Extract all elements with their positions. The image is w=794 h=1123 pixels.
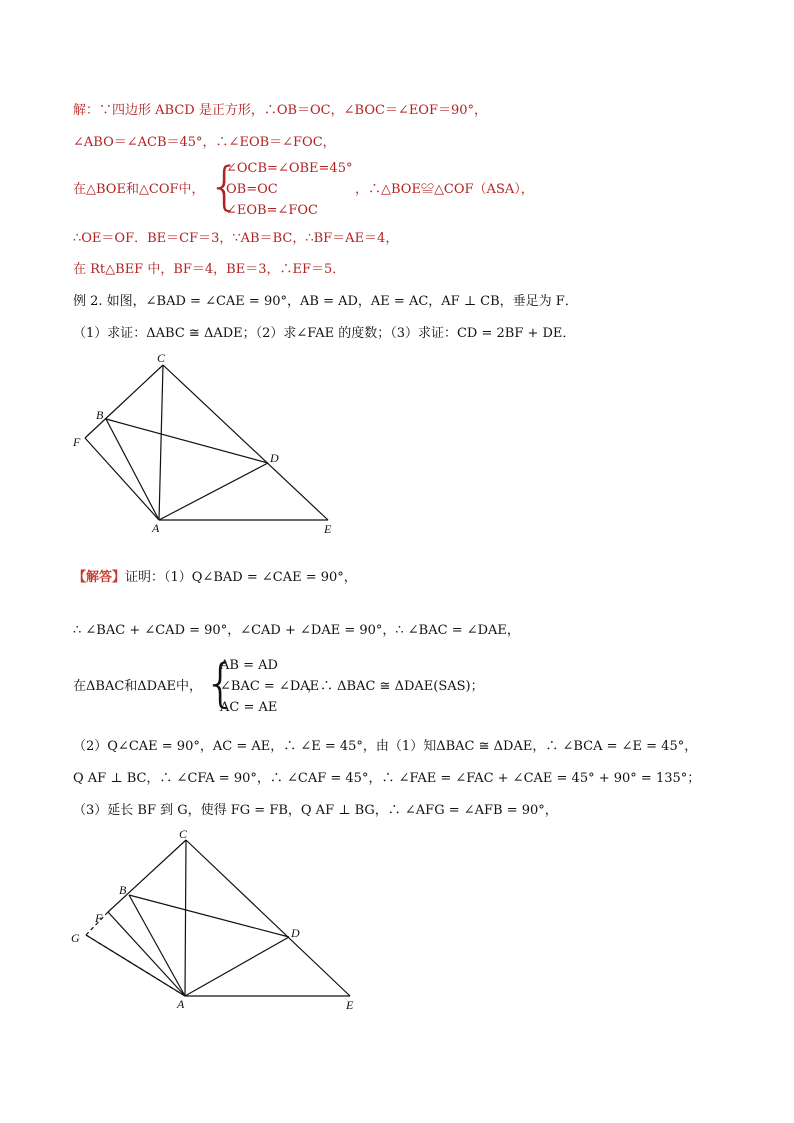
segment-AD [159, 463, 268, 520]
brace-symbol: { [204, 654, 238, 714]
answer-line-3-prefix: 在ΔBAC和ΔDAE中， [73, 679, 202, 694]
example2-statement: 例 2. 如图，∠BAD = ∠CAE = 90°，AB = AD，AE = AC，AF ⊥ CB，垂足为 F． [73, 294, 578, 309]
solution-line-5: 在 Rt△BEF 中，BF＝4，BE＝3，∴EF＝5． [73, 262, 346, 277]
system-row: OB=OC [226, 182, 278, 197]
label-F: F [73, 435, 81, 449]
label-D: D [291, 926, 300, 940]
solution-line-2: ∠ABO＝∠ACB＝45°，∴∠EOB＝∠FOC， [73, 135, 336, 150]
figure-2 [60, 822, 370, 1022]
segment-CF [85, 365, 163, 438]
answer-line-1-text: 证明：（1）Q∠BAD = ∠CAE = 90°， [125, 570, 357, 585]
segment-BA [129, 895, 185, 996]
solution-line-3-prefix: 在△BOE和△COF中， [73, 182, 205, 197]
label-D: D [270, 451, 279, 465]
solution-line-3-suffix: ，∴△BOE≌△COF（ASA）， [355, 182, 534, 197]
segment-GA-dashed [86, 935, 185, 996]
system-row: ∠EOB=∠FOC [226, 203, 319, 218]
answer-line-4: （2）Q∠CAE = 90°，AC = AE，∴ ∠E = 45°，由（1）知ΔBAC ≅ ΔDAE，∴ ∠BCA = ∠E = 45°， [73, 739, 698, 754]
answer-line-1 [73, 569, 357, 587]
segment-AD [185, 937, 289, 996]
answer-system [220, 655, 319, 718]
label-A: A [152, 521, 160, 535]
segment-CE [163, 365, 328, 520]
answer-tag: 【解答】 [73, 570, 126, 585]
label-F: F [95, 911, 103, 925]
label-B: B [96, 408, 104, 422]
system-row: ∠BAC = ∠DAE [220, 679, 320, 694]
segment-CA [159, 365, 163, 520]
answer-line-2: ∴ ∠BAC + ∠CAD = 90°，∠CAD + ∠DAE = 90°，∴ ∠BAC = ∠DAE， [73, 623, 520, 638]
system-row: AC = AE [220, 700, 278, 715]
solution-line-1: 解：∵四边形 ABCD 是正方形，∴OB＝OC，∠BOC＝∠EOF＝90°， [73, 103, 488, 118]
segment-CF [108, 840, 186, 912]
label-G: G [71, 931, 80, 945]
label-E: E [324, 522, 332, 536]
segment-CA [185, 840, 186, 996]
label-B: B [119, 883, 127, 897]
answer-line-6: （3）延长 BF 到 G，使得 FG = FB，Q AF ⊥ BG，∴ ∠AFG = ∠AFB = 90°， [73, 803, 558, 818]
system-row: AB = AD [220, 658, 278, 673]
solution-line-4: ∴OE＝OF．BE＝CF＝3，∵AB＝BC，∴BF＝AE＝4， [73, 231, 399, 246]
example2-questions: （1）求证：ΔABC ≅ ΔADE；（2）求∠FAE 的度数；（3）求证：CD = 2BF + DE． [73, 326, 576, 341]
answer-line-5: Q AF ⊥ BC，∴ ∠CFA = 90°，∴ ∠CAF = 45°，∴ ∠FAE = ∠FAC + ∠CAE = 45° + 90° = 135°； [73, 771, 701, 786]
answer-line-3-suffix: ，∴ ΔBAC ≅ ΔDAE(SAS)； [307, 679, 484, 694]
label-C: C [179, 827, 188, 841]
solution-system [226, 158, 352, 221]
system-row: ∠OCB=∠OBE=45° [226, 161, 353, 176]
label-C: C [157, 351, 166, 365]
figure-1 [60, 345, 360, 545]
label-A: A [177, 997, 185, 1011]
brace-symbol: { [208, 157, 242, 217]
segment-BD [129, 895, 289, 937]
label-E: E [346, 998, 354, 1012]
segment-CE [186, 840, 350, 996]
segment-FA [108, 912, 185, 996]
